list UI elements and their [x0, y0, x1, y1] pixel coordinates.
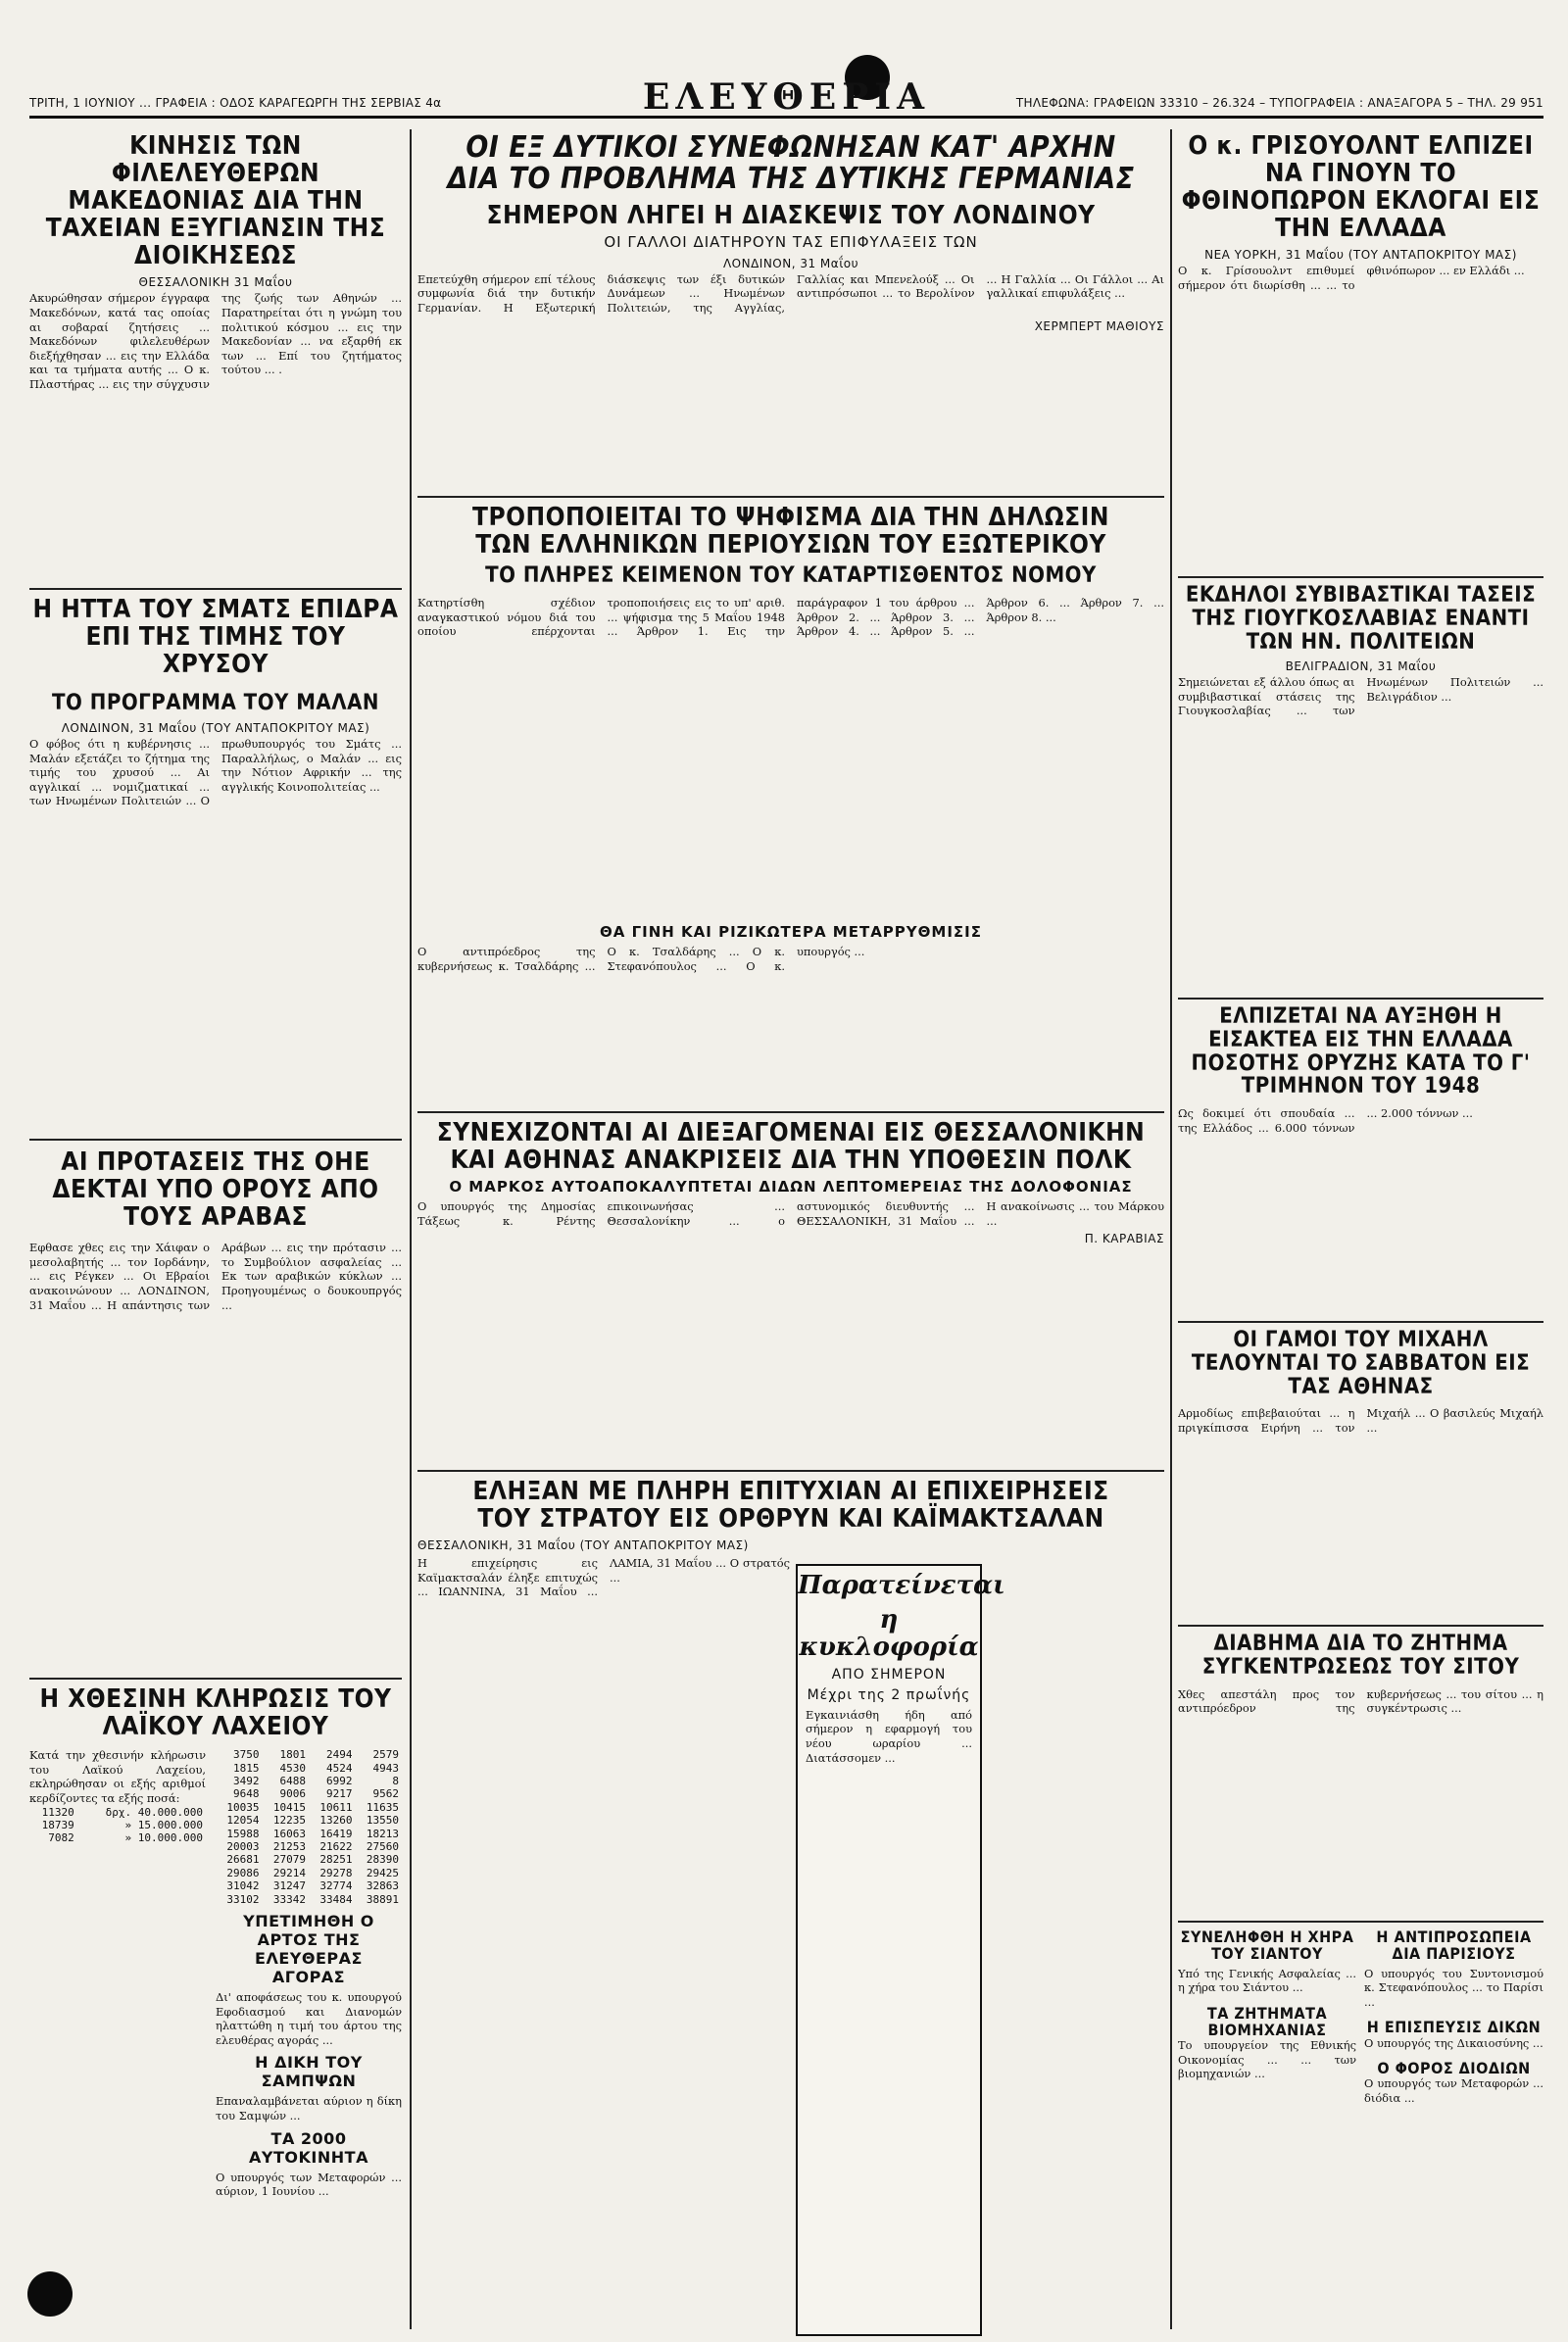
- number-cell: 31247: [272, 1879, 306, 1893]
- headline: ΣΥΝΕΧΙΖΟΝΤΑΙ ΑΙ ΔΙΕΞΑΓΟΜΕΝΑΙ ΕΙΣ ΘΕΣΣΑΛΟΝΙΚΗΝ: [436, 1119, 1146, 1147]
- number-cell: 21622: [319, 1840, 353, 1853]
- lottery-intro: Κατά την χθεσινήν κλήρωσιν του Λαϊκού Λαχείου, εκληρώθησαν οι εξής αριθμοί κερδίζοντες τα εξής ποσά:: [29, 1748, 206, 1805]
- number-cell: 6488: [279, 1774, 306, 1787]
- number-cell: 16419: [319, 1827, 353, 1840]
- number-cell: 4530: [279, 1761, 306, 1775]
- number-cell: 32774: [319, 1879, 353, 1893]
- number-cell: 15988: [226, 1827, 260, 1840]
- article-divider: [417, 1111, 1164, 1113]
- number-cell: 21253: [272, 1840, 306, 1853]
- number-cell: 2579: [372, 1748, 399, 1762]
- lottery-prizes: [29, 1806, 206, 1845]
- sampson-body: Επαναλαμβάνεται αύριον η δίκη του Σαμψών ...: [216, 2094, 402, 2122]
- dateline: ΝΕΑ ΥΟΡΚΗ, 31 Μαΐου (ΤΟΥ ΑΝΤΑΠΟΚΡΙΤΟΥ ΜΑΣ): [1204, 248, 1517, 263]
- headline: ΕΚΔΗΛΟΙ ΣΥΒΙΒΑΣΤΙΚΑΙ ΤΑΣΕΙΣ ΤΗΣ ΓΙΟΥΓΚΟΣΛΑΒΙΑΣ ΕΝΑΝΤΙ ΤΩΝ ΗΝ. ΠΟΛΙΤΕΙΩΝ: [1185, 584, 1537, 655]
- article-body: Η επιχείρησις εις Καϊμακτσαλάν έληξε επιτυχώς ... ΙΩΑΝΝΙΝΑ, 31 Μαΐου ... ΛΑΜΙΑ, 31 Μαΐου ... Ο στρατός ...: [417, 1556, 790, 1599]
- subheadline: ΤΟ ΠΡΟΓΡΑΜΜΑ ΤΟΥ ΜΑΛΑΝ: [52, 691, 379, 716]
- headline: ΚΑΙ ΑΘΗΝΑΣ ΑΝΑΚΡΙΣΕΙΣ ΔΙΑ ΤΗΝ ΥΠΟΘΕΣΙΝ ΠΟΛΚ: [450, 1146, 1132, 1176]
- number-cell: 12235: [272, 1814, 306, 1828]
- number-cell: 13260: [319, 1814, 353, 1828]
- headline: ΤΩΝ ΕΛΛΗΝΙΚΩΝ ΠΕΡΙΟΥΣΙΩΝ ΤΟΥ ΕΞΩΤΕΡΙΚΟΥ: [475, 530, 1106, 561]
- notice-line: ΑΠΟ ΣΗΜΕΡΟΝ: [831, 1666, 947, 1683]
- prize-cell: 18739: [41, 1818, 74, 1831]
- headline: Η ΑΝΤΙΠΡΟΣΩΠΕΙΑ ΔΙΑ ΠΑΡΙΣΙΟΥΣ: [1376, 1928, 1532, 1964]
- article-grain: [1178, 1633, 1544, 1919]
- article-yugoslavia: [1178, 584, 1544, 996]
- number-cell: 10415: [272, 1800, 306, 1814]
- bread-headline: ΥΠΕΤΙΜΗΘΗ Ο ΑΡΤΟΣ ΤΗΣ ΕΛΕΥΘΕΡΑΣ ΑΓΟΡΑΣ: [243, 1912, 374, 1987]
- number-cell: 9562: [372, 1787, 399, 1801]
- number-cell: 29214: [272, 1866, 306, 1879]
- article-divider: [417, 496, 1164, 498]
- headline: ΤΟ ΠΛΗΡΕΣ ΚΕΙΜΕΝΟΝ ΤΟΥ ΚΑΤΑΡΤΙΣΘΕΝΤΟΣ ΝΟΜΟΥ: [485, 563, 1097, 589]
- notice-body: Εγκαινιάσθη ήδη από σήμερον η εφαρμογή του νέου ωραρίου ... Διατάσσομεν ...: [806, 1707, 972, 1765]
- article-divider: [417, 1470, 1164, 1472]
- article-divider: [1178, 1921, 1544, 1923]
- article-body: Ο κ. Γρίσουολντ επιθυμεί σήμερον ότι διωρίσθη ... ... το φθινόπωρον ... εν Ελλάδι ...: [1178, 264, 1525, 292]
- notice-title: η κυκλοφορία: [799, 1604, 979, 1663]
- number-cell: 2494: [326, 1748, 353, 1762]
- number-cell: 10611: [319, 1800, 353, 1814]
- number-cell: 6992: [326, 1774, 353, 1787]
- prize-cell: » 15.000.000: [124, 1818, 203, 1831]
- number-row: [216, 1787, 402, 1800]
- article-gold: [29, 596, 402, 1135]
- number-cell: 26681: [226, 1853, 260, 1867]
- article-body: Σημειώνεται εξ άλλου όπως αι συμβιβαστικαί στάσεις της Γιουγκοσλαβίας ... των Ηνωμένων Πολιτειών ... Βελιγράδιον ...: [1178, 675, 1544, 718]
- article-body: Ο φόβος ότι η κυβέρνησις ... Μαλάν εξετάζει το ζήτημα της τιμής του χρυσού ... Αι αγγλικαί ... νομιζματικαί ... των Ηνωμένων Πολιτειών ... Ο πρωθυπουργός του Σμάτς ... Παραλλήλως, ο Μαλάν ... εις την Νότιον Αφρικήν ... της αγγλικής Κοινοπολιτείας ...: [29, 736, 402, 808]
- article-germany: [417, 132, 1164, 495]
- byline: ΧΕΡΜΠΕΡΤ ΜΑΘΙΟΥΣ: [1034, 318, 1164, 333]
- prize-row: [29, 1831, 206, 1844]
- prize-cell: 11320: [41, 1805, 74, 1819]
- prize-cell: δρχ. 40.000.000: [105, 1805, 203, 1819]
- article-divider: [1178, 1321, 1544, 1323]
- sampson-headline: Η ΔΙΚΗ ΤΟΥ ΣΑΜΠΨΩΝ: [255, 2053, 363, 2091]
- column-rule: [410, 129, 412, 2329]
- number-row: [216, 1840, 402, 1853]
- article-body: Επετεύχθη σήμερον επί τέλους συμφωνία διά την δυτικήν Γερμανίαν. Η Εξωτερική διάσκεψις των έξι δυτικών Δυνάμεων ... Ηνωμένων Πολιτειών, της Αγγλίας, Γαλλίας και Μπενελούξ ... Οι αντιπρόσωποι ... το Βερολίνον ... Η Γαλλία ... Οι Γάλλοι ... Αι γαλλικαί επιφυλάξεις ...: [417, 271, 1164, 316]
- headline: ΣΗΜΕΡΟΝ ΛΗΓΕΙ Η ΔΙΑΣΚΕΨΙΣ ΤΟΥ ΛΟΝΔΙΝΟΥ: [486, 200, 1096, 230]
- number-cell: 29086: [226, 1866, 260, 1879]
- bread-body: Δι' αποφάσεως του κ. υπουργού Εφοδιασμού και Διανομών ηλαττώθη η τιμή του άρτου της ελευθέρας αγοράς ...: [216, 1990, 402, 2047]
- number-cell: 3492: [233, 1774, 260, 1787]
- number-cell: 33102: [226, 1892, 260, 1906]
- article-decree: [417, 504, 1164, 1109]
- article-wedding: [1178, 1329, 1544, 1623]
- number-row: [216, 1867, 402, 1879]
- article-body: Ο υπουργός της Δικαιοσύνης ...: [1364, 2035, 1544, 2050]
- article-body: Ακυρώθησαν σήμερον έγγραφα Μακεδόνων, κατά τας οποίας αι σοβαραί ζητήσεις ... Μακεδόνων φιλελευθέρων διεξήχθησαν ... εις την Ελλάδα και τα τμήματα αυτής ... Ο κ. Πλαστήρας ... εις την σύγχυσιν της ζωής των Αθηνών ... Παρατηρείται ότι η γνώμη του πολιτικού κόσμου ... εις την Μακεδονίαν ... να εξαρθή εκ των ... Επί του ζητήματος τούτου ... .: [29, 291, 402, 391]
- article-griswold: [1178, 132, 1544, 573]
- number-row: [216, 1775, 402, 1787]
- number-cell: 20003: [226, 1840, 260, 1853]
- number-cell: 11635: [366, 1800, 399, 1814]
- number-row: [216, 1879, 402, 1892]
- cars-body: Ο υπουργός των Μεταφορών ... αύριον, 1 Ιουνίου ...: [216, 2170, 402, 2199]
- number-row: [216, 1814, 402, 1827]
- newspaper-title: ΕΛΕΥΘΕΡΙΑ: [642, 76, 931, 118]
- number-cell: 16063: [272, 1827, 306, 1840]
- headline: Η ΗΤΤΑ ΤΟΥ ΣΜΑΤΣ ΕΠΙΔΡΑ ΕΠΙ ΤΗΣ ΤΙΜΗΣ ΤΟΥ ΧΡΥΣΟΥ: [32, 596, 399, 680]
- article-body: Υπό της Γενικής Ασφαλείας ... η χήρα του Σιάντου ...: [1178, 1966, 1356, 1995]
- prize-cell: » 10.000.000: [124, 1831, 203, 1845]
- headline: Η ΧΘΕΣΙΝΗ ΚΛΗΡΩΣΙΣ ΤΟΥ ΛΑΪΚΟΥ ΛΑΧΕΙΟΥ: [39, 1685, 392, 1742]
- headline: ΔΙΑΒΗΜΑ ΔΙΑ ΤΟ ΖΗΤΗΜΑ ΣΥΓΚΕΝΤΡΩΣΕΩΣ ΤΟΥ ΣΙΤΟΥ: [1201, 1633, 1520, 1680]
- article-body: Ο υπουργός του Συντονισμού κ. Στεφανόπουλος ... το Παρίσι ...: [1364, 1966, 1544, 2009]
- article-body: Εφθασε χθες εις την Χάιφαν ο μεσολαβητής ... τον Ιορδάνην, ... εις Ρέγκεν ... Οι Εβραίοι ανακοινώνουν ... ΛΟΝΔΙΝΟΝ, 31 Μαΐου ... Η απάντησις των Αράβων ... εις την πρότασιν ... το Συμβούλιον ασφαλείας ... Εκ των αραβικών κύκλων ... Προηγουμένως ο δουκουπργός ...: [29, 1241, 402, 1312]
- number-cell: 27079: [272, 1853, 306, 1867]
- headline: ΕΛΠΙΖΕΤΑΙ ΝΑ ΑΥΞΗΘΗ Η ΕΙΣΑΚΤΕΑ ΕΙΣ ΤΗΝ ΕΛΛΑΔΑ ΠΟΣΟΤΗΣ ΟΡΥΖΗΣ ΚΑΤΑ ΤΟ Γ' ΤΡΙΜΗΝΟΝ ΤΟΥ 1948: [1191, 1005, 1531, 1099]
- dateline: ΛΟΝΔΙΝΟΝ, 31 Μαΐου: [722, 256, 859, 270]
- article-body: Αρμοδίως επιβεβαιούται ... η πριγκίπισσα Ειρήνη ... τον Μιχαήλ ... Ο βασιλεύς Μιχαήλ ...: [1178, 1406, 1544, 1435]
- number-cell: 29278: [319, 1866, 353, 1879]
- subheadline: Ο ΜΑΡΚΟΣ ΑΥΤΟΑΠΟΚΑΛΥΠΤΕΤΑΙ ΔΙΔΩΝ ΛΕΠΤΟΜΕΡΕΙΑΣ ΤΗΣ ΔΟΛΟΦΟΝΙΑΣ: [449, 1178, 1133, 1196]
- subheadline: ΘΑ ΓΙΝΗ ΚΑΙ ΡΙΖΙΚΩΤΕΡΑ ΜΕΤΑΡΡΥΘΜΙΣΙΣ: [600, 922, 982, 941]
- article-arabs: [29, 1148, 402, 1676]
- number-cell: 29425: [366, 1866, 399, 1879]
- subheadline: ΟΙ ΓΑΛΛΟΙ ΔΙΑΤΗΡΟΥΝ ΤΑΣ ΕΠΙΦΥΛΑΞΕΙΣ ΤΩΝ: [604, 232, 978, 251]
- article-divider: [29, 1139, 402, 1141]
- number-cell: 9648: [233, 1787, 260, 1801]
- number-cell: 27560: [366, 1840, 399, 1853]
- headline: Ο ΦΟΡΟΣ ΔΙΟΔΙΩΝ: [1377, 2059, 1531, 2078]
- number-row: [216, 1762, 402, 1775]
- prize-cell: 7082: [48, 1831, 74, 1845]
- headline: ΤΡΟΠΟΠΟΙΕΙΤΑΙ ΤΟ ΨΗΦΙΣΜΑ ΔΙΑ ΤΗΝ ΔΗΛΩΣΙΝ: [472, 504, 1109, 532]
- article-polk: [417, 1119, 1164, 1468]
- number-cell: 8: [392, 1774, 399, 1787]
- article-body: Το υπουργείον της Εθνικής Οικονομίας ... ... των βιομηχανιών ...: [1178, 2038, 1356, 2081]
- number-cell: 10035: [226, 1800, 260, 1814]
- number-row: [216, 1828, 402, 1840]
- article-divider: [29, 588, 402, 590]
- number-cell: 31042: [226, 1879, 260, 1893]
- number-cell: 32863: [366, 1879, 399, 1893]
- number-cell: 9217: [326, 1787, 353, 1801]
- number-row: [216, 1801, 402, 1814]
- number-cell: 4524: [326, 1761, 353, 1775]
- masthead: [29, 76, 1544, 119]
- column-rule: [1170, 129, 1172, 2329]
- number-cell: 33342: [272, 1892, 306, 1906]
- byline: Π. ΚΑΡΑΒΙΑΣ: [1084, 1232, 1164, 1246]
- article-body: Ως δοκιμεί ότι σπουδαία ... της Ελλάδος ... 6.000 τόννων ... 2.000 τόννων ...: [1178, 1106, 1473, 1135]
- headline: ΔΙΑ ΤΟ ΠΡΟΒΛΗΜΑ ΤΗΣ ΔΥΤΙΚΗΣ ΓΕΡΜΑΝΙΑΣ: [447, 162, 1135, 197]
- number-cell: 1801: [279, 1748, 306, 1762]
- article-divider: [1178, 998, 1544, 1000]
- article-divider: [1178, 1625, 1544, 1627]
- article-body: Ο αντιπρόεδρος της κυβερνήσεως κ. Τσαλδάρης ... Ο κ. Τσαλδάρης ... Ο κ. Στεφανόπουλος ... Ο κ. υπουργός ...: [417, 944, 865, 973]
- article-body: Κατηρτίσθη σχέδιον αναγκαστικού νόμου διά του οποίου επέρχονται τροποποιήσεις εις το υπ' αριθ. ... ψήφισμα της 5 Μαΐου 1948 ... Άρθρον 1. Εις την παράγραφον 1 του άρθρου ... Άρθρον 2. ... Άρθρον 3. ... Άρθρον 4. ... Άρθρον 5. ... Άρθρον 6. ... Άρθρον 7. ... Άρθρον 8. ...: [417, 595, 1164, 639]
- number-cell: 12054: [226, 1814, 260, 1828]
- article-lottery: [29, 1685, 402, 2332]
- number-cell: 28251: [319, 1853, 353, 1867]
- number-cell: 28390: [366, 1853, 399, 1867]
- number-cell: 3750: [233, 1748, 260, 1762]
- headline: ΤΑ ΖΗΤΗΜΑΤΑ ΒΙΟΜΗΧΑΝΙΑΣ: [1206, 2003, 1328, 2039]
- lottery-numbers: [216, 1748, 402, 1906]
- headline: ΤΟΥ ΣΤΡΑΤΟΥ ΕΙΣ ΟΡΘΡΥΝ ΚΑΙ ΚΑΪΜΑΚΤΣΑΛΑΝ: [477, 1504, 1104, 1535]
- number-cell: 33484: [319, 1892, 353, 1906]
- article-rice: [1178, 1005, 1544, 1319]
- headline: ΣΥΝΕΛΗΦΘΗ Η ΧΗΡΑ ΤΟΥ ΣΙΑΝΤΟΥ: [1180, 1928, 1354, 1964]
- headline: ΚΙΝΗΣΙΣ ΤΩΝ ΦΙΛΕΛΕΥΘΕΡΩΝ ΜΑΚΕΔΟΝΙΑΣ ΔΙΑ ΤΗΝ ΤΑΧΕΙΑΝ ΕΞΥΓΙΑΝΣΙΝ ΤΗΣ ΔΙΟΙΚΗΣΕΩΣ: [45, 132, 386, 271]
- headline: Η ΕΠΙΣΠΕΥΣΙΣ ΔΙΚΩΝ: [1366, 2018, 1542, 2037]
- dateline: ΛΟΝΔΙΝΟΝ, 31 Μαΐου (ΤΟΥ ΑΝΤΑΠΟΚΡΙΤΟΥ ΜΑΣ): [61, 720, 370, 735]
- prize-row: [29, 1819, 206, 1831]
- article-army: [417, 1478, 1164, 2332]
- number-cell: 4943: [372, 1761, 399, 1775]
- article-siantos: [1178, 1928, 1356, 2332]
- prize-row: [29, 1806, 206, 1819]
- headline: ΟΙ ΓΑΜΟΙ ΤΟΥ ΜΙΧΑΗΛ ΤΕΛΟΥΝΤΑΙ ΤΟ ΣΑΒΒΑΤΟΝ ΕΙΣ ΤΑΣ ΑΘΗΝΑΣ: [1191, 1329, 1531, 1399]
- dateline: ΘΕΣΣΑΛΟΝΙΚΗ, 31 Μαΐου (ΤΟΥ ΑΝΤΑΠΟΚΡΙΤΟΥ ΜΑΣ): [417, 1538, 749, 1553]
- headline: ΕΛΗΞΑΝ ΜΕ ΠΛΗΡΗ ΕΠΙΤΥΧΙΑΝ ΑΙ ΕΠΙΧΕΙΡΗΣΕΙΣ: [472, 1478, 1109, 1506]
- article-body: Ο υπουργός των Μεταφορών ... διόδια ...: [1364, 2076, 1544, 2106]
- masthead-right: ΤΗΛΕΦΩΝΑ: ΓΡΑΦΕΙΩΝ 33310 – 26.324 – ΤΥΠΟΓΡΑΦΕΙΑ : ΑΝΑΞΑΓΟΡΑ 5 – ΤΗΛ. 29 951: [1015, 96, 1544, 110]
- notice-line: Μέχρι της 2 πρωΐνής: [807, 1686, 971, 1703]
- headline: ΟΙ ΕΞ ΔΥΤΙΚΟΙ ΣΥΝΕΦΩΝΗΣΑΝ ΚΑΤ' ΑΡΧΗΝ: [466, 132, 1116, 165]
- number-cell: 38891: [366, 1892, 399, 1906]
- number-cell: 9006: [279, 1787, 306, 1801]
- article-body: Χθες απεστάλη προς τον αντιπρόεδρον της κυβερνήσεως ... του σίτου ... η συγκέντρωσις ...: [1178, 1686, 1544, 1716]
- article-divider: [29, 1678, 402, 1680]
- article-paris: [1364, 1928, 1544, 2332]
- number-row: [216, 1853, 402, 1866]
- article-divider: [1178, 576, 1544, 578]
- cars-headline: ΤΑ 2000 ΑΥΤΟΚΙΝΗΤΑ: [249, 2128, 368, 2167]
- dateline: ΘΕΣΣΑΛΟΝΙΚΗ 31 Μαΐου: [138, 275, 293, 290]
- headline: ΑΙ ΠΡΟΤΑΣΕΙΣ ΤΗΣ ΟΗΕ ΔΕΚΤΑΙ ΥΠΟ ΟΡΟΥΣ ΑΠΟ ΤΟΥΣ ΑΡΑΒΑΣ: [52, 1148, 379, 1233]
- notice-title: Παρατείνεται: [798, 1571, 1005, 1600]
- circulation-notice: [796, 1564, 1005, 2336]
- number-cell: 13550: [366, 1814, 399, 1828]
- dateline: ΒΕΛΙΓΡΑΔΙΟΝ, 31 Μαΐου: [1285, 659, 1437, 674]
- number-row: [216, 1893, 402, 1906]
- number-cell: 18213: [366, 1827, 399, 1840]
- masthead-left: ΤΡΙΤΗ, 1 ΙΟΥΝΙΟΥ ... ΓΡΑΦΕΙΑ : ΟΔΟΣ ΚΑΡΑΓΕΩΡΓΗ ΤΗΣ ΣΕΡΒΙΑΣ 4α: [29, 96, 442, 110]
- number-cell: 1815: [233, 1761, 260, 1775]
- article-macedonia: [29, 132, 402, 583]
- article-body: Ο υπουργός της Δημοσίας Τάξεως κ. Ρέντης επικοινωνήσας ... Θεσσαλονίκην ... ο αστυνομικός διευθυντής ... ΘΕΣΣΑΛΟΝΙΚΗ, 31 Μαΐου ... Η ανακοίνωσις ... του Μάρκου ...: [417, 1199, 1164, 1228]
- number-row: [216, 1748, 402, 1761]
- headline: Ο κ. ΓΡΙΣΟΥΟΛΝΤ ΕΛΠΙΖΕΙ ΝΑ ΓΙΝΟΥΝ ΤΟ ΦΘΙΝΟΠΩΡΟΝ ΕΚΛΟΓΑΙ ΕΙΣ ΤΗΝ ΕΛΛΑΔΑ: [1181, 132, 1541, 244]
